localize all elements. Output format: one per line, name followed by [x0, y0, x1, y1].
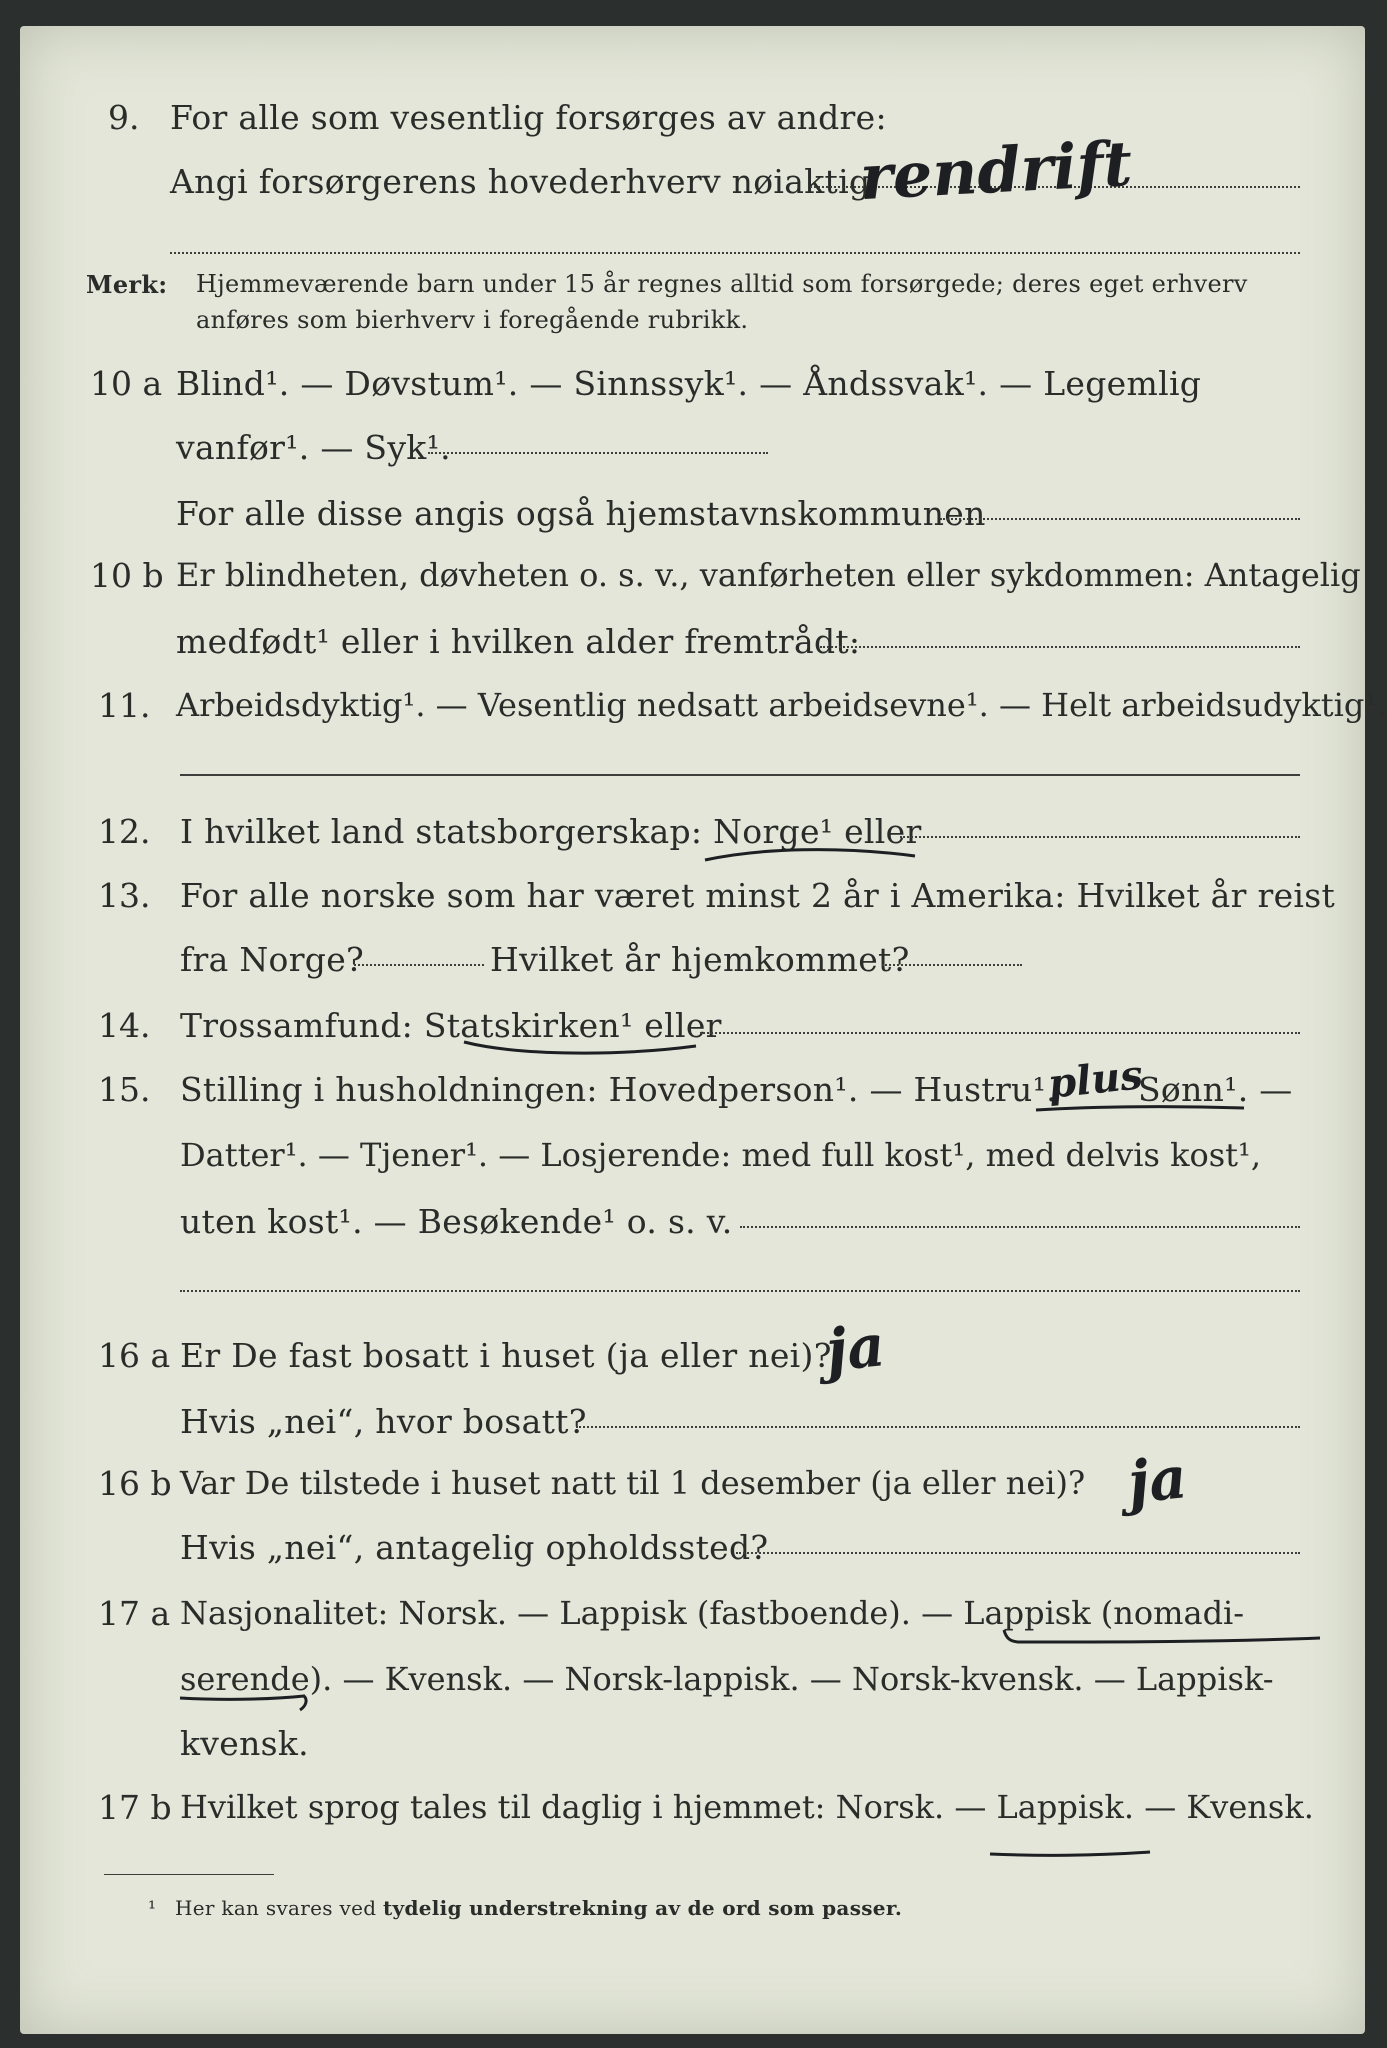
footnote-plain: Her kan svares ved [175, 1896, 377, 1920]
q9-number: 9. [108, 98, 140, 137]
footnote-bold: tydelig understrekning av de ord som passer. [383, 1896, 903, 1920]
q17a-line2: serende). — Kvensk. — Norsk-lappisk. — Norsk-kvensk. — Lappisk- [180, 1660, 1274, 1698]
census-form-page [20, 26, 1387, 2034]
q11-number: 11. [98, 686, 151, 725]
q11-separator-line [180, 774, 1300, 776]
q10a-kommune-dotline [940, 518, 1300, 520]
q15-line2: Datter¹. — Tjener¹. — Losjerende: med full kost¹, med delvis kost¹, [180, 1136, 1262, 1174]
q10b-number: 10 b [90, 556, 164, 595]
q14-underline-statskirken [460, 1034, 700, 1064]
merk-line1: Hjemmeværende barn under 15 år regnes alltid som forsørgede; deres eget erhverv [196, 270, 1248, 298]
q12-line1: I hvilket land statsborgerskap: Norge¹ eller [180, 812, 922, 851]
merk-label: Merk: [86, 270, 168, 299]
q15-extra-dotline [180, 1290, 1300, 1292]
q10a-line3: For alle disse angis også hjemstavnskommunen [176, 494, 986, 533]
q15-line1b: Sønn¹. — [1138, 1070, 1293, 1109]
q9-handwritten-answer: rendrift [858, 126, 1134, 215]
q13-line2a: fra Norge? [180, 940, 365, 979]
q12-dotline [900, 836, 1300, 838]
q10a-line2: vanfør¹. — Syk¹. [176, 428, 451, 467]
merk-line2: anføres som bierhverv i foregående rubrikk. [196, 306, 749, 334]
q15-number: 15. [98, 1070, 151, 1109]
q16a-line1: Er De fast bosatt i huset (ja eller nei)? [180, 1336, 832, 1375]
q12-underline-norge [700, 842, 920, 872]
q13-line2b: Hvilket år hjemkommet? [490, 940, 910, 979]
q13-number: 13. [98, 876, 151, 915]
q15-line3: uten kost¹. — Besøkende¹ o. s. v. [180, 1202, 733, 1241]
footnote-rule [104, 1874, 274, 1875]
q10a-line1: Blind¹. — Døvstum¹. — Sinnssyk¹. — Åndssvak¹. — Legemlig [176, 364, 1202, 403]
q14-number: 14. [98, 1006, 151, 1045]
q14-dotline [700, 1032, 1300, 1034]
q17b-line1: Hvilket sprog tales til daglig i hjemmet: Norsk. — Lappisk. — Kvensk. [180, 1788, 1314, 1826]
q9-line2: Angi forsørgerens hovederhverv nøiaktig [170, 162, 871, 201]
q17a-underline-lappisk-nomadi [1000, 1624, 1330, 1652]
q15-handwritten-answer: plus [1045, 1051, 1145, 1108]
q17a-line3: kvensk. [180, 1724, 309, 1763]
q17b-underline-lappisk [986, 1844, 1156, 1870]
q10b-dotline [820, 646, 1300, 648]
q16a-line2: Hvis „nei“, hvor bosatt? [180, 1402, 587, 1441]
q13-hjemkommet-dotline [882, 964, 1022, 966]
q15-line1: Stilling i husholdningen: Hovedperson¹. — Hustru¹. [180, 1070, 1057, 1109]
q17a-underline-serende [176, 1690, 316, 1714]
q15-dotline [740, 1226, 1300, 1228]
q16a-handwritten-answer: ja [822, 1311, 888, 1385]
footnote-text [148, 1896, 902, 1920]
q16b-line1: Var De tilstede i huset natt til 1 desember (ja eller nei)? [180, 1464, 1086, 1502]
q10b-line2: medfødt¹ eller i hvilken alder fremtrådt: [176, 622, 861, 661]
q17a-line1: Nasjonalitet: Norsk. — Lappisk (fastboende). — Lappisk (nomadi- [180, 1594, 1245, 1632]
q9-line1: For alle som vesentlig forsørges av andre: [170, 98, 887, 137]
q11-line1: Arbeidsdyktig¹. — Vesentlig nedsatt arbeidsevne¹. — Helt arbeidsudyktig¹. [176, 686, 1387, 724]
q16b-dotline [736, 1552, 1300, 1554]
q16b-line2: Hvis „nei“, antagelig opholdssted? [180, 1528, 769, 1567]
q16a-number: 16 a [98, 1336, 171, 1375]
q15-underline-sonn [1030, 1100, 1250, 1120]
q17a-number: 17 a [98, 1594, 171, 1633]
q16b-number: 16 b [98, 1464, 172, 1503]
q10a-syk-dotline [428, 452, 768, 454]
q10a-number: 10 a [90, 364, 163, 403]
footnote-mark: ¹ [148, 1896, 157, 1920]
q16a-dotline [576, 1426, 1300, 1428]
q13-line1: For alle norske som har været minst 2 år i Amerika: Hvilket år reist [180, 876, 1336, 915]
q16b-handwritten-answer: ja [1124, 1443, 1190, 1517]
q14-line1: Trossamfund: Statskirken¹ eller [180, 1006, 722, 1045]
q13-reist-dotline [354, 964, 484, 966]
q9-extra-dotline [170, 252, 1300, 254]
q17b-number: 17 b [98, 1788, 172, 1827]
q10b-line1: Er blindheten, døvheten o. s. v., vanførheten eller sykdommen: Antagelig [176, 556, 1361, 594]
q12-number: 12. [98, 812, 151, 851]
